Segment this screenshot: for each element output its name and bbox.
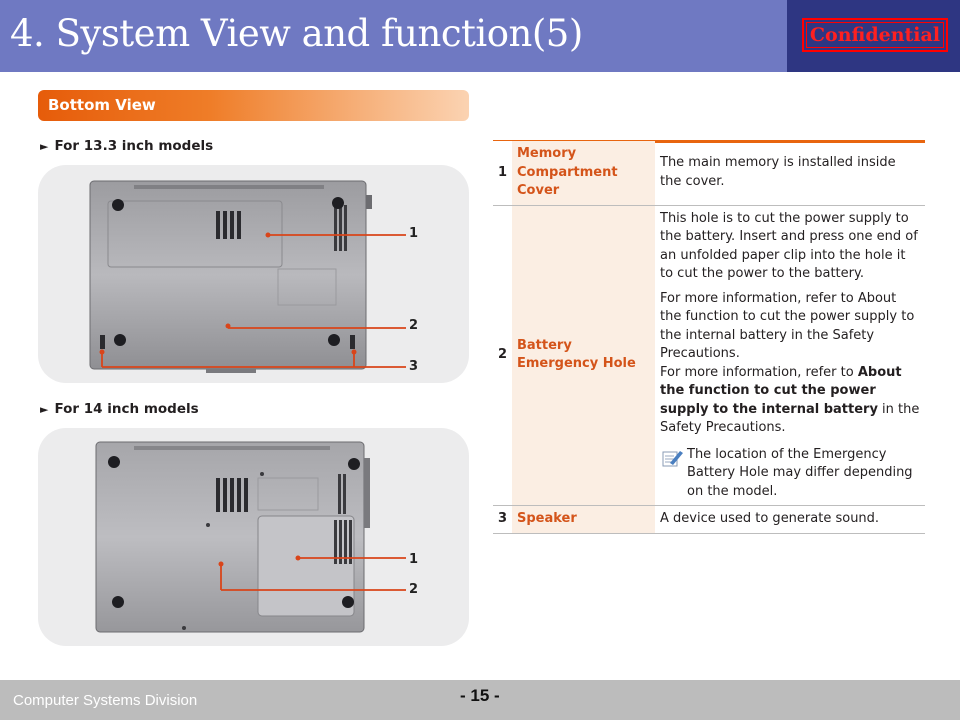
row-number: 1 <box>493 141 512 205</box>
section-title: Bottom View <box>48 96 156 114</box>
row-number: 3 <box>493 506 512 534</box>
pointer-arrow-icon: ► <box>40 403 49 416</box>
laptop-bottom-13-image <box>38 165 469 383</box>
confidential-stamp <box>802 18 948 52</box>
photo-panel-14 <box>38 428 469 646</box>
division-label: Computer Systems Division <box>13 692 198 709</box>
model-heading-14-text: For 14 inch models <box>54 401 199 417</box>
callout-3: 3 <box>409 359 419 374</box>
component-name: Battery Emergency Hole <box>512 205 655 506</box>
component-description: The main memory is installed inside the cover. <box>660 155 896 189</box>
title-bar <box>0 0 787 72</box>
description-paragraph-2: For more information, refer to About the function to cut the power supply to the internal battery in the Safety Precautions. <box>660 290 915 361</box>
callout-2: 2 <box>409 318 419 333</box>
table-row <box>493 205 925 506</box>
section-header <box>38 90 469 121</box>
model-heading-14 <box>40 401 199 417</box>
row-number: 2 <box>493 205 512 506</box>
callout-1: 1 <box>409 552 419 567</box>
model-heading-13-text: For 13.3 inch models <box>54 138 214 154</box>
description-text: For more information, refer to <box>660 364 858 380</box>
callout-2: 2 <box>409 582 419 597</box>
model-heading-13 <box>40 138 213 154</box>
table-row <box>493 506 925 534</box>
description-emphasis: About the function to cut the power supply to the internal battery <box>660 364 902 417</box>
page-title: 4. System View and function(5) <box>10 12 583 55</box>
note-text: The location of the Emergency Battery Hole may differ depending on the model. <box>687 446 913 499</box>
pointer-arrow-icon: ► <box>40 140 49 153</box>
footer-bar <box>0 680 960 720</box>
description-text: in the Safety Precautions. <box>660 401 920 435</box>
component-description: A device used to generate sound. <box>660 511 880 526</box>
component-description <box>655 205 925 506</box>
description-paragraph <box>660 290 921 438</box>
callout-1: 1 <box>409 226 419 241</box>
page-number: - 15 - <box>460 686 500 705</box>
note-pencil-icon <box>662 448 684 475</box>
laptop-bottom-14-image <box>38 428 469 646</box>
table-row <box>493 141 925 205</box>
component-table <box>493 141 925 534</box>
component-name: Memory Compartment Cover <box>512 141 655 205</box>
description-paragraph: This hole is to cut the power supply to the battery. Insert and press one end of an unfolded paper clip into the hole it to cut the power to the battery. <box>660 210 918 281</box>
photo-panel-13 <box>38 165 469 383</box>
note-block <box>660 446 921 502</box>
component-name: Speaker <box>512 506 655 534</box>
confidential-label: Confidential <box>809 24 941 46</box>
